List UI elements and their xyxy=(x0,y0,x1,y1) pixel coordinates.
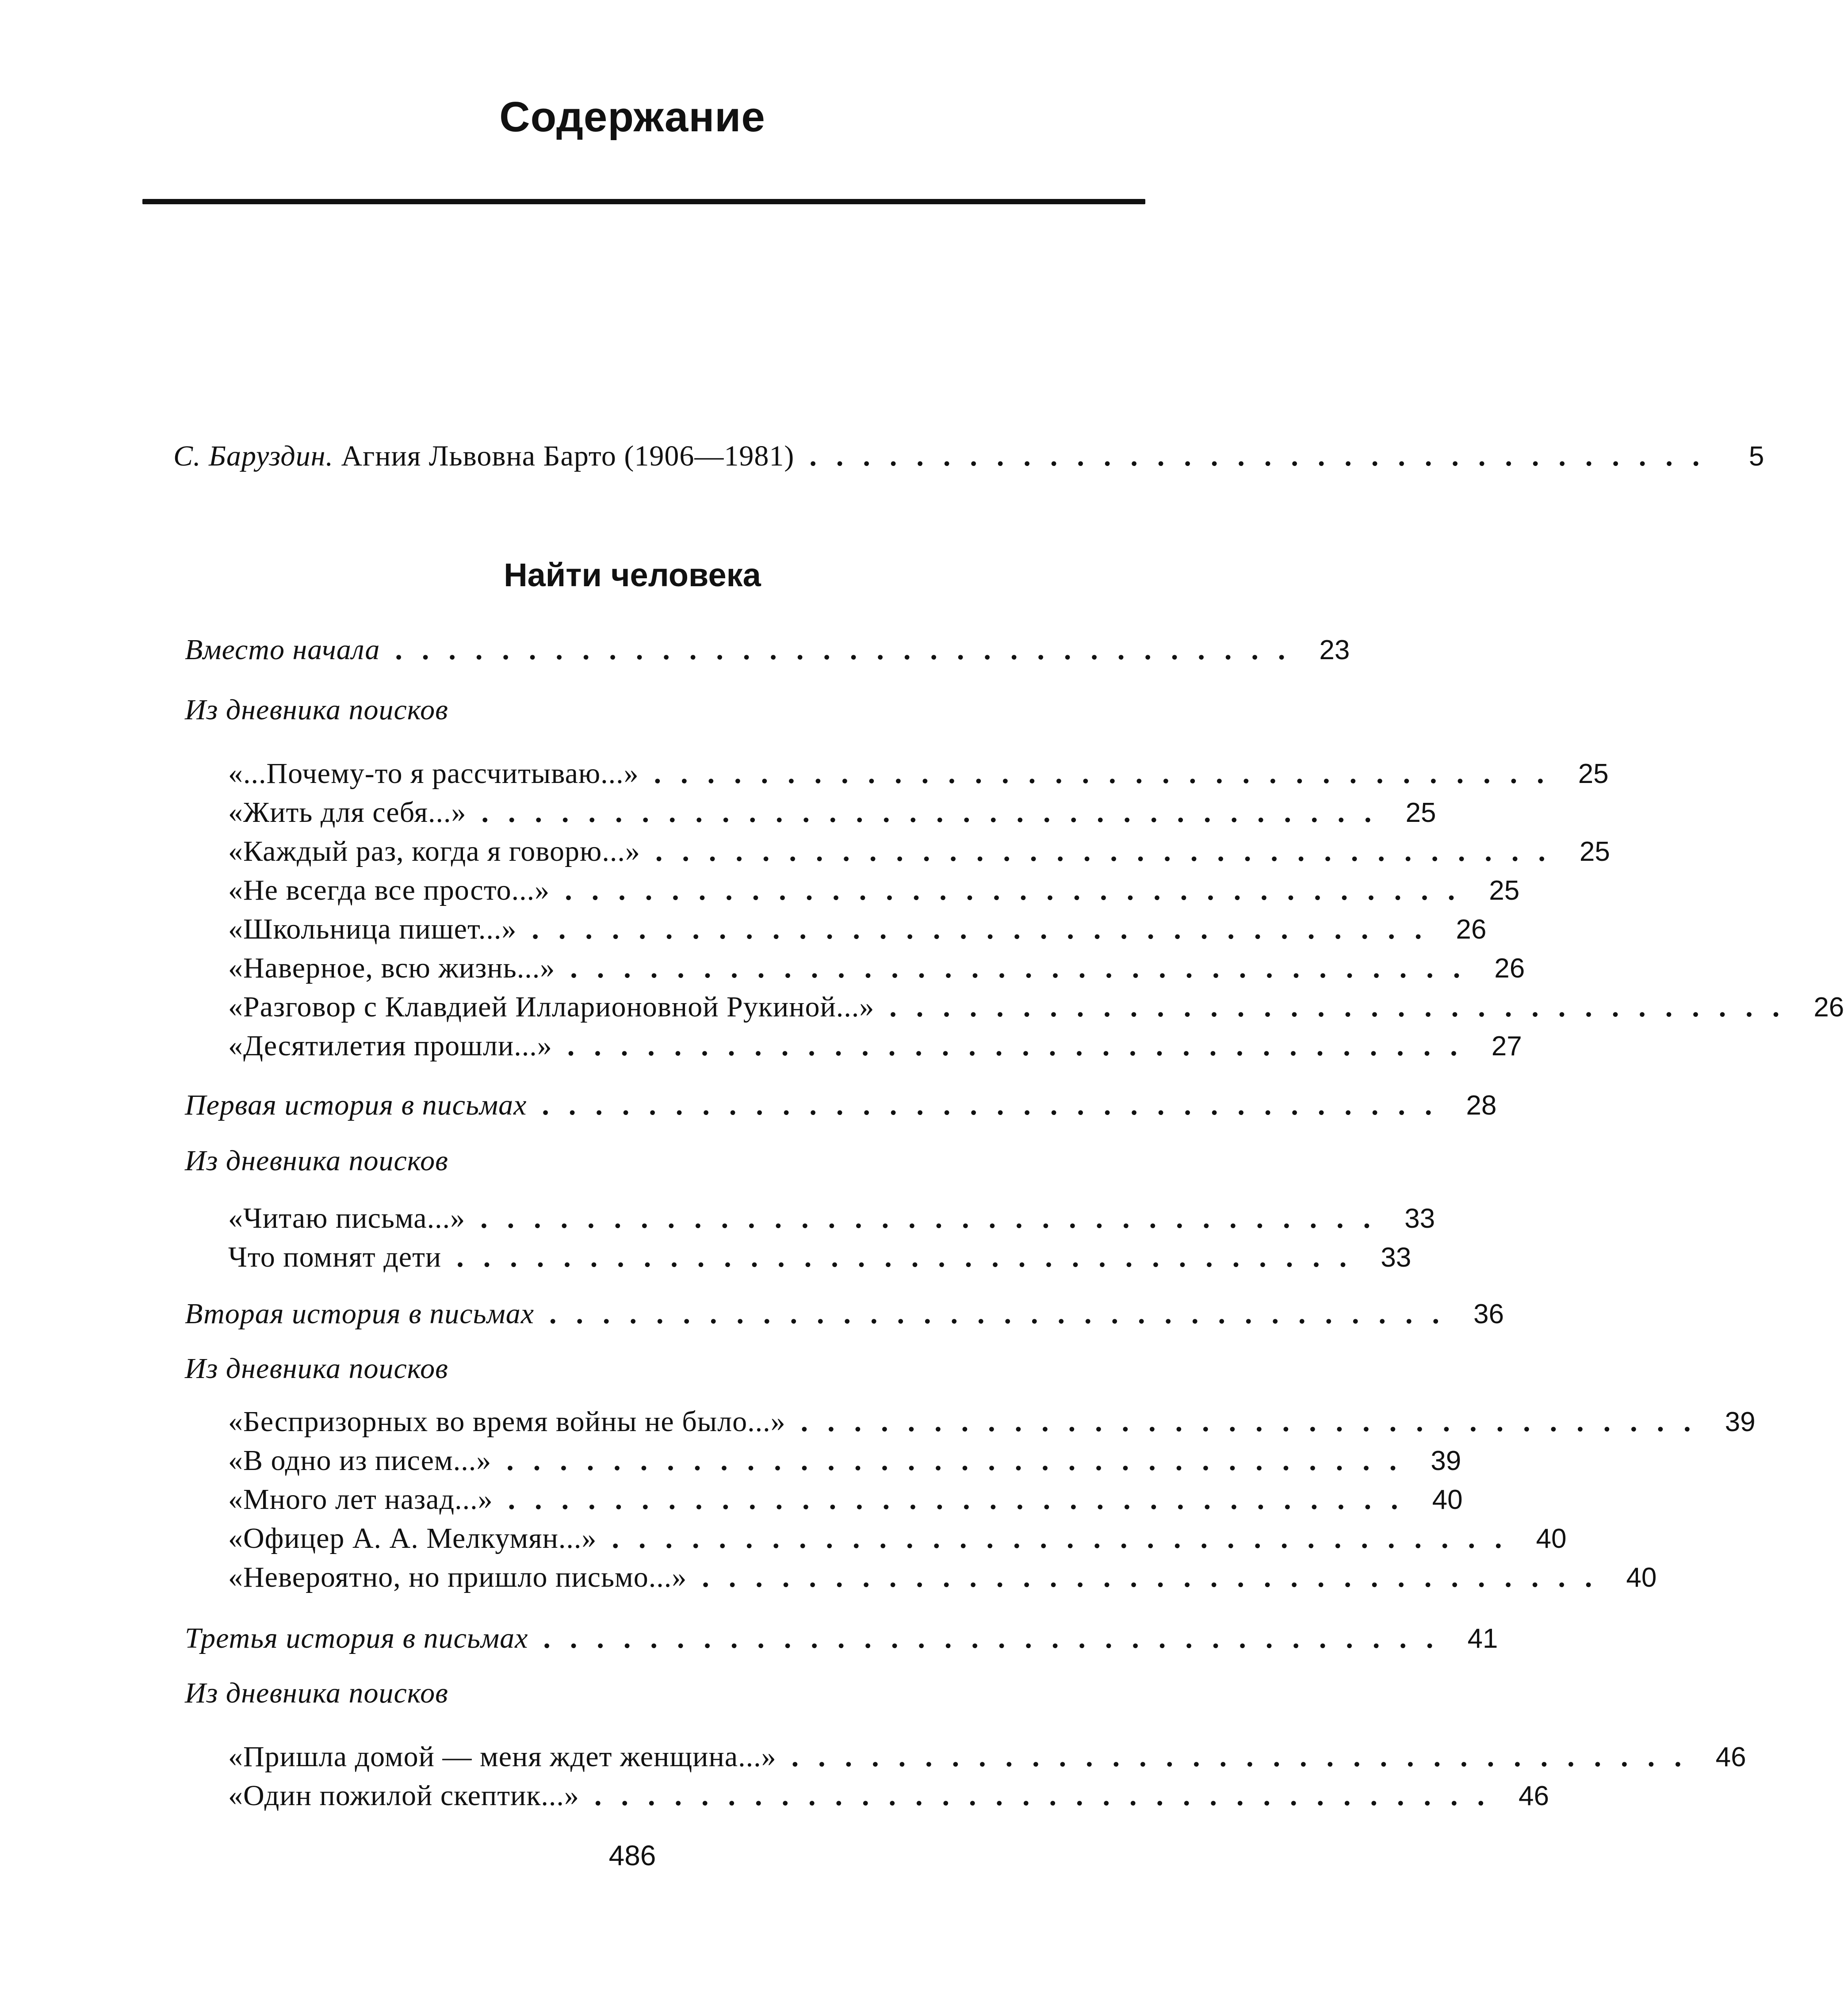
toc-entry-vmesto-nachala[interactable] xyxy=(185,630,1350,669)
page-ref: 40 xyxy=(1432,1485,1463,1515)
entry-label: «Невероятно, но пришло письмо...» xyxy=(228,1561,687,1593)
entry-label: Вместо начала xyxy=(185,634,380,666)
page-ref: 25 xyxy=(1489,875,1520,906)
dot-leader: .................................. xyxy=(570,952,1480,984)
dot-leader: .................................. xyxy=(800,1405,1710,1438)
entry-label: «...Почему-то я рассчитываю...» xyxy=(228,757,639,790)
page-title: Содержание xyxy=(499,93,765,141)
page-ref: 28 xyxy=(1466,1090,1497,1121)
dot-leader: .................................. xyxy=(506,1444,1416,1477)
page-ref: 36 xyxy=(1473,1299,1504,1329)
dot-leader: .................................. xyxy=(809,440,1719,472)
dot-leader: .................................. xyxy=(594,1779,1504,1812)
entry-label: «Не всегда все просто...» xyxy=(228,874,550,906)
toc-entry[interactable] xyxy=(228,1441,1461,1480)
entry-label: «Офицер А. А. Мелкумян...» xyxy=(228,1522,597,1554)
dot-leader: .................................. xyxy=(456,1241,1366,1273)
dot-leader: .................................. xyxy=(481,796,1391,829)
page-ref: 39 xyxy=(1431,1446,1461,1476)
title-divider xyxy=(142,199,1145,204)
toc-entry[interactable] xyxy=(228,1199,1435,1238)
page-ref: 33 xyxy=(1381,1242,1412,1273)
page-ref: 40 xyxy=(1536,1523,1567,1554)
dot-leader: .................................. xyxy=(532,913,1442,945)
toc-entry-story-2[interactable] xyxy=(185,1294,1504,1333)
entry-label: «Читаю письма...» xyxy=(228,1202,466,1234)
dot-leader: .................................. xyxy=(567,1030,1477,1062)
dot-leader: .................................. xyxy=(702,1561,1612,1593)
entry-label: «Беспризорных во время войны не было...» xyxy=(228,1405,786,1438)
page-ref: 33 xyxy=(1404,1203,1435,1234)
page-ref: 40 xyxy=(1626,1562,1657,1593)
dot-leader: .................................. xyxy=(612,1522,1522,1554)
toc-entry[interactable] xyxy=(228,1737,1746,1776)
toc-entry-story-1[interactable] xyxy=(185,1086,1497,1125)
toc-entry-story-3[interactable] xyxy=(185,1619,1498,1658)
entry-label: «Один пожилой скептик...» xyxy=(228,1779,579,1812)
page-ref: 23 xyxy=(1319,635,1350,665)
dot-leader: .................................. xyxy=(395,634,1305,666)
dot-leader: .................................. xyxy=(565,874,1475,906)
toc-entry[interactable] xyxy=(228,1238,1412,1277)
intro-author: С. Баруздин. xyxy=(173,440,334,472)
toc-entry[interactable] xyxy=(228,871,1520,910)
intro-title: Агния Львовна Барто (1906—1981) xyxy=(341,440,795,472)
dot-leader: .................................. xyxy=(543,1622,1453,1654)
page-ref: 27 xyxy=(1491,1031,1522,1061)
toc-entry[interactable] xyxy=(228,793,1436,832)
page-ref: 5 xyxy=(1748,441,1764,472)
entry-label: «Школьница пишет...» xyxy=(228,913,517,945)
entry-label: Первая история в письмах xyxy=(185,1089,527,1121)
entry-label: «Десятилетия прошли...» xyxy=(228,1030,552,1062)
page-ref: 25 xyxy=(1579,836,1610,867)
toc-entry[interactable] xyxy=(228,1480,1463,1519)
page-ref: 46 xyxy=(1518,1781,1549,1811)
page-ref: 25 xyxy=(1578,759,1609,789)
toc-entry[interactable] xyxy=(228,1776,1549,1815)
toc-entry[interactable] xyxy=(228,1558,1657,1597)
entry-label: Вторая история в письмах xyxy=(185,1298,534,1330)
entry-label: «Каждый раз, когда я говорю...» xyxy=(228,835,640,867)
toc-entry-intro[interactable] xyxy=(173,437,1764,476)
toc-entry[interactable] xyxy=(228,949,1525,988)
dot-leader: .................................. xyxy=(480,1202,1390,1234)
subsection-heading: Из дневника поисков xyxy=(185,694,448,726)
entry-label: «Много лет назад...» xyxy=(228,1483,493,1516)
entry-label: Что помнят дети xyxy=(228,1241,442,1273)
dot-leader: .................................. xyxy=(542,1089,1452,1121)
toc-entry[interactable] xyxy=(228,832,1610,871)
page-number: 486 xyxy=(608,1840,656,1871)
dot-leader: .................................. xyxy=(889,991,1799,1023)
page-ref: 41 xyxy=(1467,1623,1498,1654)
entry-label: «В одно из писем...» xyxy=(228,1444,492,1477)
dot-leader: .................................. xyxy=(791,1741,1701,1773)
dot-leader: .................................. xyxy=(549,1298,1459,1330)
dot-leader: .................................. xyxy=(654,757,1564,790)
toc-entry[interactable] xyxy=(228,1402,1756,1441)
page-ref: 25 xyxy=(1405,798,1436,828)
dot-leader: .................................. xyxy=(508,1483,1418,1516)
toc-entry[interactable] xyxy=(228,988,1844,1027)
entry-label: «Наверное, всю жизнь...» xyxy=(228,952,555,984)
page-ref: 46 xyxy=(1715,1742,1746,1772)
toc-entry[interactable] xyxy=(228,1027,1522,1065)
toc-entry[interactable] xyxy=(228,754,1609,793)
toc-entry[interactable] xyxy=(228,1519,1567,1558)
subsection-heading: Из дневника поисков xyxy=(185,1352,448,1385)
entry-label: «Жить для себя...» xyxy=(228,796,467,829)
dot-leader: .................................. xyxy=(655,835,1565,867)
entry-label: «Разговор с Клавдией Илларионовной Рукиной...» xyxy=(228,991,875,1023)
toc-entry[interactable] xyxy=(228,910,1487,949)
page-ref: 39 xyxy=(1725,1407,1756,1437)
page-ref: 26 xyxy=(1456,914,1487,945)
subsection-heading: Из дневника поисков xyxy=(185,1145,448,1177)
page-ref: 26 xyxy=(1494,953,1525,984)
entry-label: «Пришла домой — меня ждет женщина...» xyxy=(228,1741,777,1773)
entry-label: Третья история в письмах xyxy=(185,1622,528,1654)
section-heading: Найти человека xyxy=(504,557,761,593)
page-ref: 26 xyxy=(1813,992,1844,1023)
subsection-heading: Из дневника поисков xyxy=(185,1677,448,1709)
